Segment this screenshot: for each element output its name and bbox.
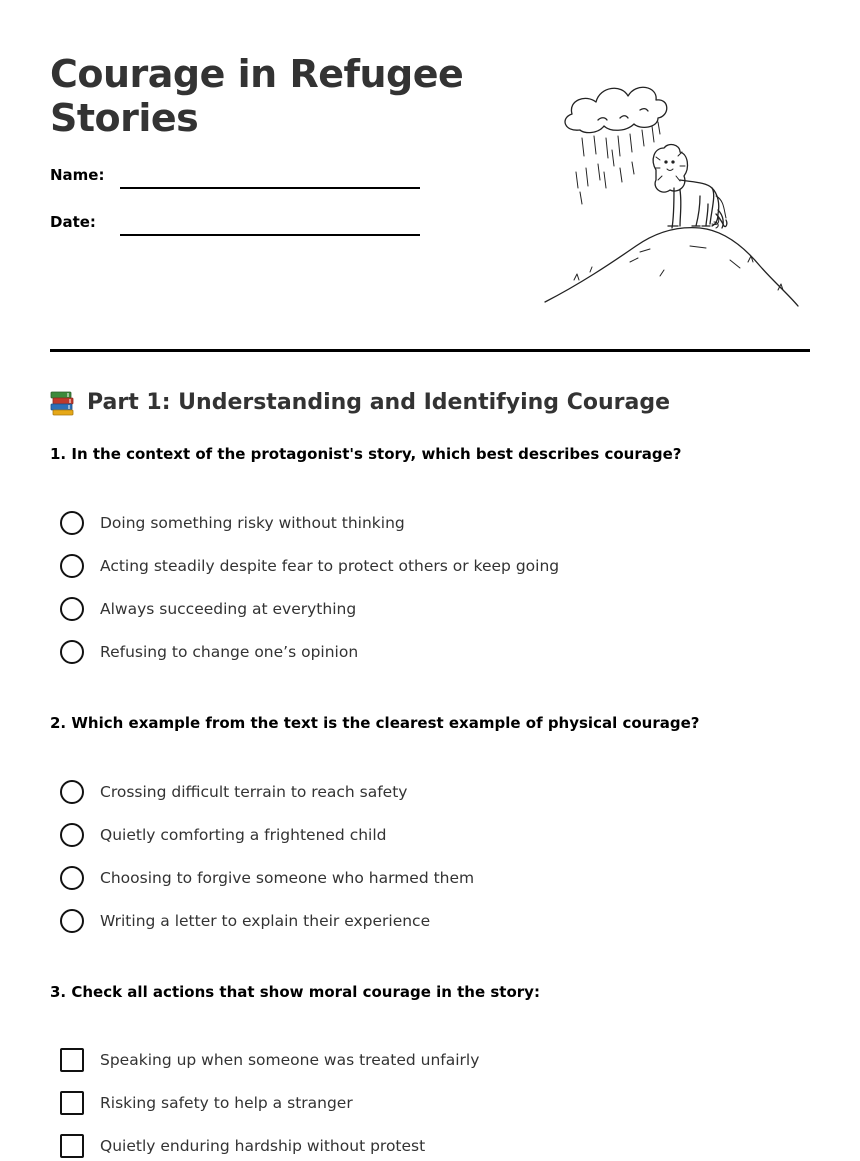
worksheet-title: Courage in Refugee Stories: [50, 52, 464, 140]
question-1-text: 1. In the context of the protagonist's story, which best describes courage?: [50, 445, 682, 463]
books-icon: [50, 388, 76, 416]
option-label: Risking safety to help a stranger: [100, 1094, 353, 1112]
q1-option-c[interactable]: [60, 597, 356, 621]
option-label: Refusing to change one’s opinion: [100, 643, 359, 661]
radio-button[interactable]: [60, 780, 84, 804]
q1-option-a[interactable]: [60, 511, 405, 535]
section-divider: [50, 349, 810, 352]
option-label: Crossing difficult terrain to reach safety: [100, 783, 408, 801]
radio-button[interactable]: [60, 597, 84, 621]
q2-option-d[interactable]: [60, 909, 430, 933]
option-label: Quietly enduring hardship without protest: [100, 1137, 426, 1155]
radio-button[interactable]: [60, 511, 84, 535]
q2-option-c[interactable]: [60, 866, 474, 890]
q2-option-a[interactable]: [60, 780, 407, 804]
q2-option-b[interactable]: [60, 823, 387, 847]
option-label: Always succeeding at everything: [100, 600, 357, 618]
q3-option-c[interactable]: [60, 1134, 425, 1158]
question-3-text: 3. Check all actions that show moral courage in the story:: [50, 983, 540, 1001]
q1-option-d[interactable]: [60, 640, 358, 664]
option-label: Quietly comforting a frightened child: [100, 826, 387, 844]
question-2-text: 2. Which example from the text is the clearest example of physical courage?: [50, 714, 700, 732]
option-label: Writing a letter to explain their experience: [100, 912, 431, 930]
radio-button[interactable]: [60, 823, 84, 847]
date-label: Date:: [50, 213, 96, 231]
option-label: Choosing to forgive someone who harmed them: [100, 869, 475, 887]
q3-option-b[interactable]: [60, 1091, 353, 1115]
checkbox[interactable]: [60, 1048, 84, 1072]
name-label: Name:: [50, 166, 105, 184]
checkbox[interactable]: [60, 1091, 84, 1115]
option-label: Speaking up when someone was treated unfairly: [100, 1051, 480, 1069]
name-field[interactable]: [120, 187, 420, 189]
lion-on-hill-illustration: [540, 76, 810, 316]
checkbox[interactable]: [60, 1134, 84, 1158]
option-label: Doing something risky without thinking: [100, 514, 405, 532]
option-label: Acting steadily despite fear to protect others or keep going: [100, 557, 560, 575]
q1-option-b[interactable]: [60, 554, 559, 578]
radio-button[interactable]: [60, 640, 84, 664]
radio-button[interactable]: [60, 866, 84, 890]
radio-button[interactable]: [60, 909, 84, 933]
part-1-heading: [50, 388, 670, 416]
date-field[interactable]: [120, 234, 420, 236]
q3-option-a[interactable]: [60, 1048, 479, 1072]
radio-button[interactable]: [60, 554, 84, 578]
part-1-heading-text: Part 1: Understanding and Identifying Courage: [87, 389, 670, 415]
